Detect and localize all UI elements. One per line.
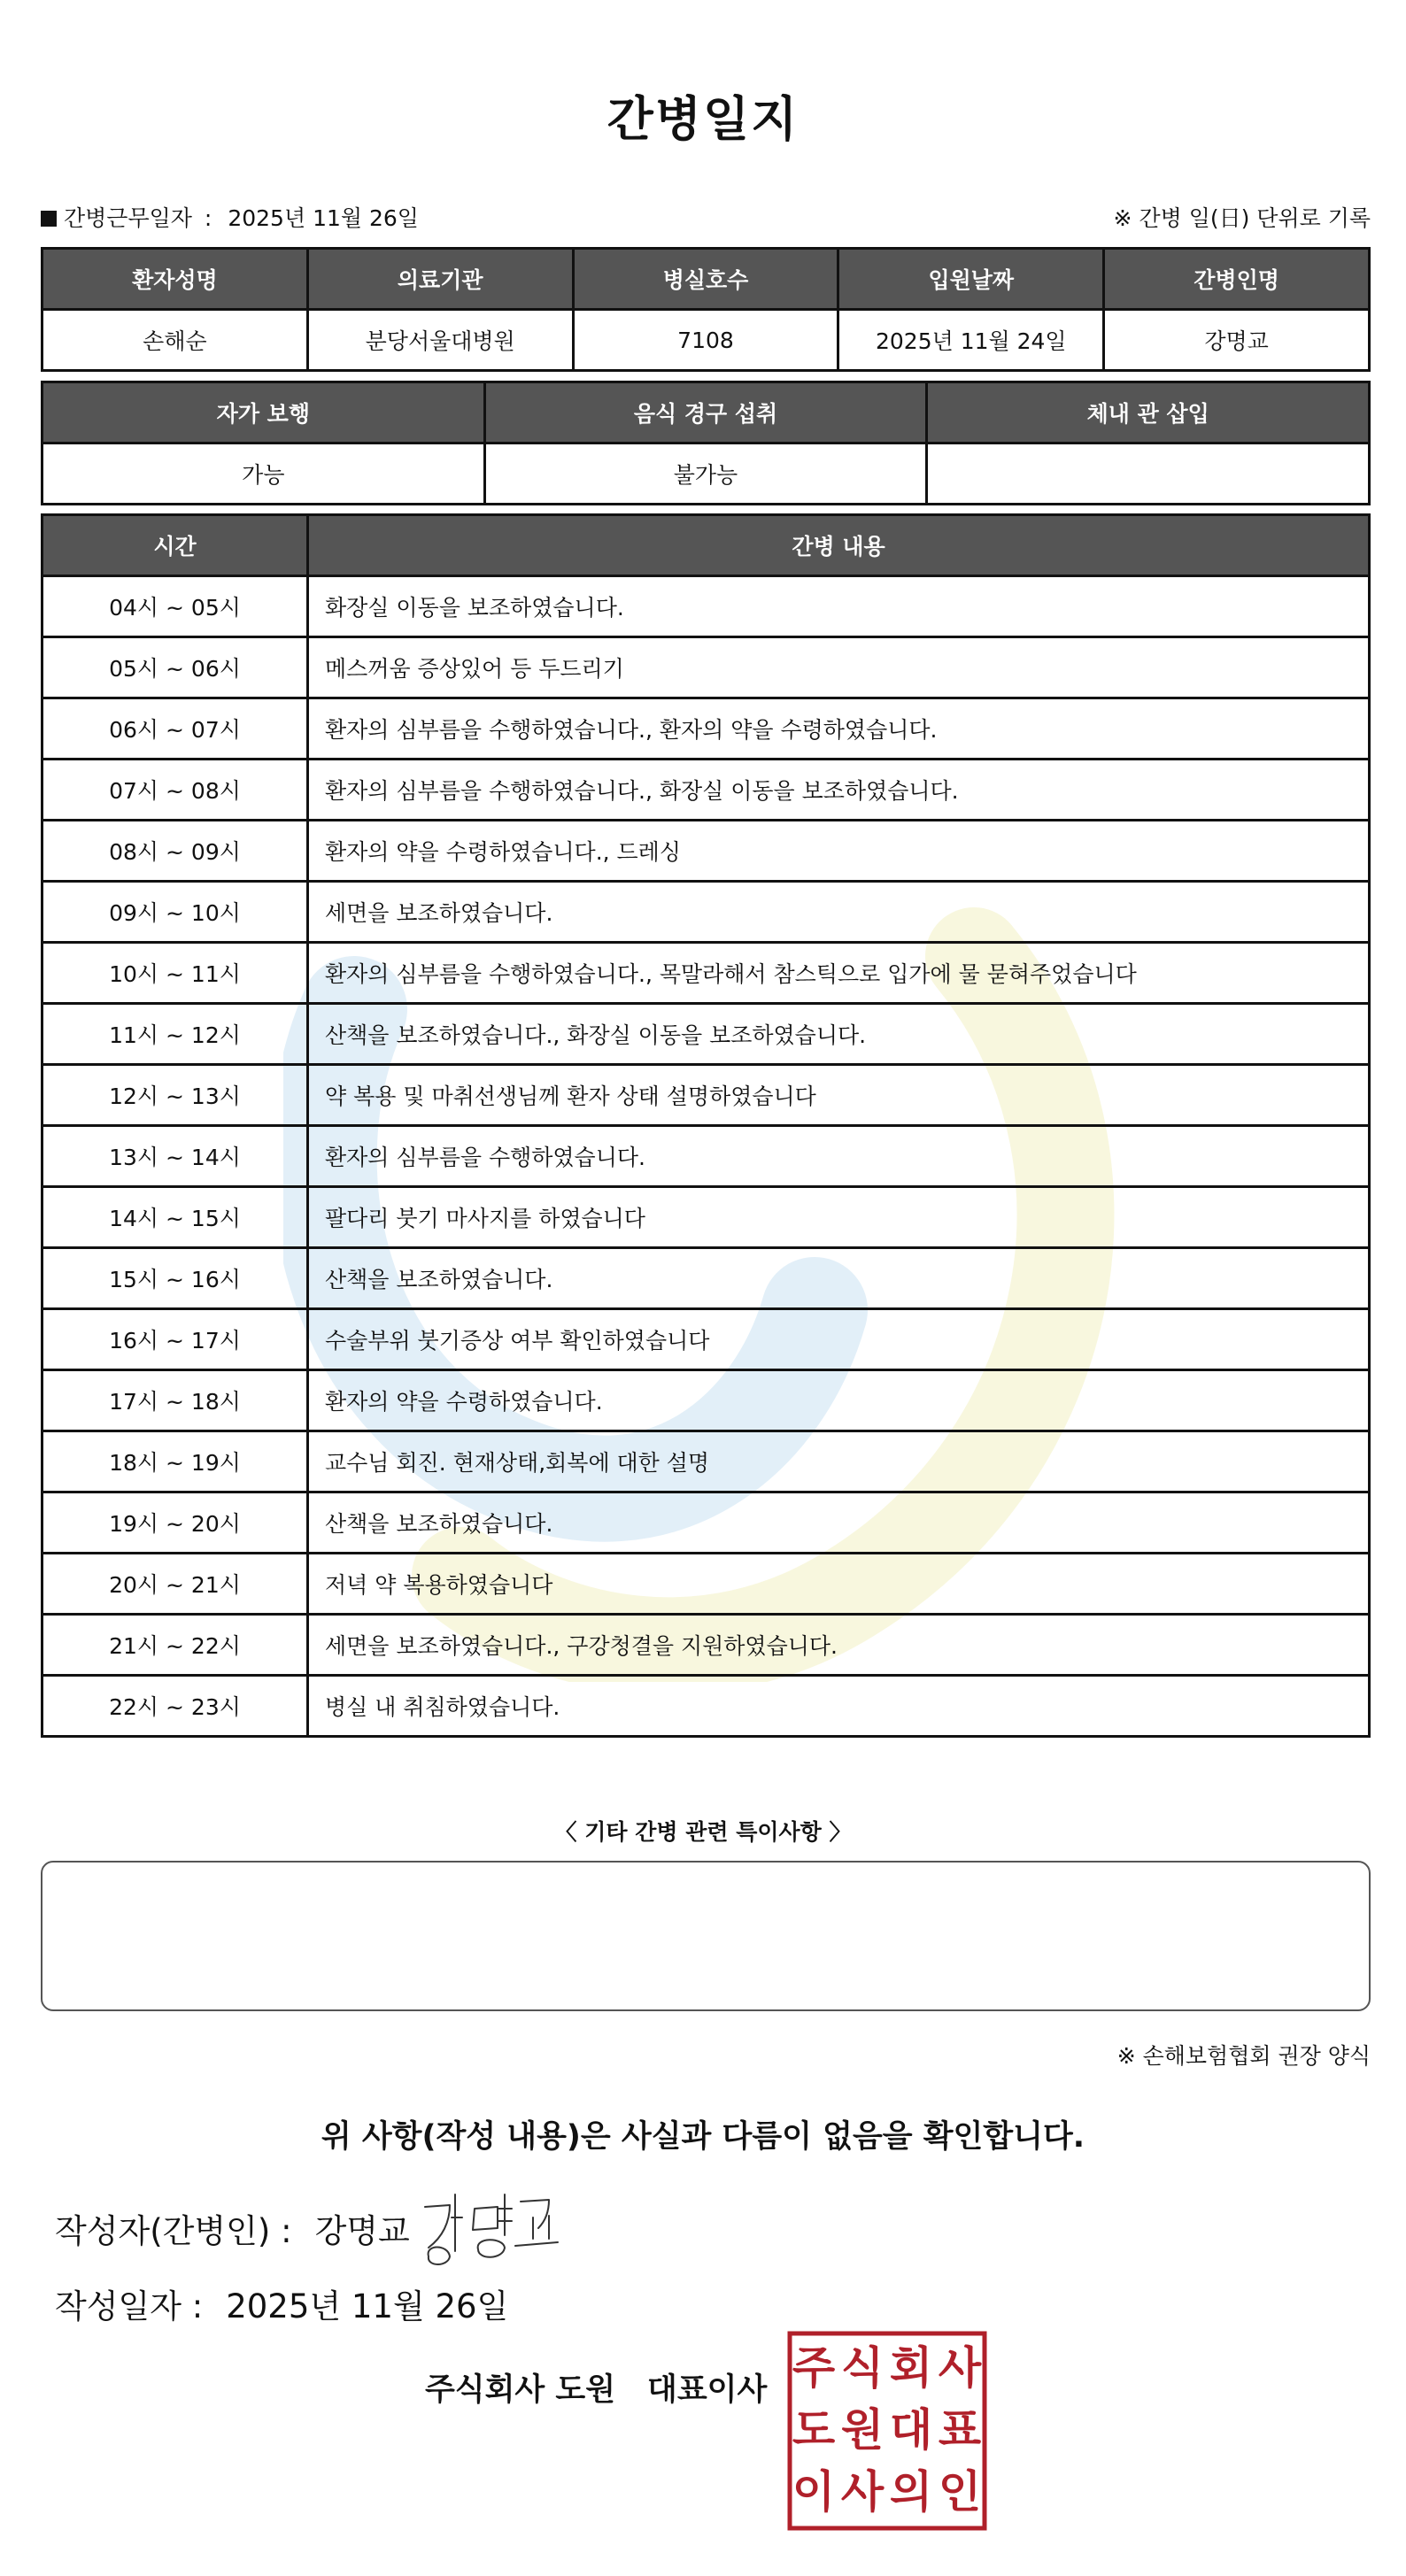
time-cell: 05시 ~ 06시 (42, 637, 308, 698)
oral-intake-value: 불가능 (484, 443, 927, 505)
table-row (42, 1492, 1370, 1554)
written-date-label: 작성일자 : (55, 2287, 204, 2325)
work-date-colon: : (204, 205, 212, 231)
hospital-value: 분당서울대병원 (307, 310, 573, 371)
confirmation-statement: 위 사항(작성 내용)은 사실과 다름이 없음을 확인합니다. (321, 2119, 1085, 2155)
patient-info-value-row (42, 310, 1370, 371)
recommended-form-note: ※ 손해보험협회 권장 양식 (1116, 2043, 1371, 2069)
time-cell: 04시 ~ 05시 (42, 576, 308, 637)
patient-name-value: 손해순 (42, 310, 308, 371)
self-walking-value: 가능 (42, 443, 485, 505)
care-log-table (41, 513, 1371, 1738)
time-cell: 08시 ~ 09시 (42, 821, 308, 882)
company-line (425, 2365, 767, 2410)
author-name: 강명교 (314, 2212, 410, 2250)
care-content-cell: 교수님 회진. 현재상태,회복에 대한 설명 (308, 1431, 1370, 1492)
time-cell: 10시 ~ 11시 (42, 943, 308, 1004)
table-row (42, 1431, 1370, 1492)
company-seal-stamp (786, 2330, 988, 2532)
time-cell: 20시 ~ 21시 (42, 1554, 308, 1615)
caregiver-name-value: 강명교 (1104, 310, 1370, 371)
table-row (42, 1187, 1370, 1248)
seal-glyph: 원 (840, 2404, 885, 2456)
table-row (42, 1615, 1370, 1676)
time-cell: 21시 ~ 22시 (42, 1615, 308, 1676)
seal-glyph: 표 (938, 2404, 982, 2456)
table-row (42, 1065, 1370, 1126)
admission-date-value: 2025년 11월 24일 (838, 310, 1104, 371)
time-cell: 17시 ~ 18시 (42, 1370, 308, 1431)
table-row (42, 1004, 1370, 1065)
header-tube-insertion: 체내 관 삽입 (927, 382, 1370, 443)
time-cell: 22시 ~ 23시 (42, 1676, 308, 1737)
document-title: 간병일지 (606, 91, 800, 147)
care-content-cell: 환자의 약을 수령하였습니다., 드레싱 (308, 821, 1370, 882)
care-content-cell: 산책을 보조하였습니다., 화장실 이동을 보조하였습니다. (308, 1004, 1370, 1065)
care-log-body (42, 576, 1370, 1737)
time-cell: 09시 ~ 10시 (42, 882, 308, 943)
seal-glyph: 사 (840, 2466, 885, 2518)
time-cell: 15시 ~ 16시 (42, 1248, 308, 1309)
header-patient-name: 환자성명 (42, 249, 308, 310)
status-info-value-row (42, 443, 1370, 505)
special-notes-box (41, 1861, 1371, 2011)
table-row (42, 1248, 1370, 1309)
seal-glyph: 의 (889, 2466, 933, 2518)
time-cell: 06시 ~ 07시 (42, 698, 308, 760)
seal-glyph: 이 (792, 2466, 836, 2518)
patient-info-table (41, 247, 1371, 372)
time-cell: 14시 ~ 15시 (42, 1187, 308, 1248)
room-number-value: 7108 (573, 310, 838, 371)
table-row (42, 637, 1370, 698)
care-content-cell: 환자의 심부름을 수행하였습니다., 화장실 이동을 보조하였습니다. (308, 760, 1370, 821)
header-admission-date: 입원날짜 (838, 249, 1104, 310)
table-row (42, 882, 1370, 943)
time-cell: 16시 ~ 17시 (42, 1309, 308, 1370)
table-row (42, 760, 1370, 821)
table-row (42, 1370, 1370, 1431)
care-content-cell: 환자의 약을 수령하였습니다. (308, 1370, 1370, 1431)
notes-caption: 〈 기타 간병 관련 특이사항 〉 (554, 1819, 852, 1845)
square-bullet-icon (41, 211, 57, 227)
table-row (42, 1676, 1370, 1737)
seal-glyph: 대 (889, 2404, 933, 2456)
care-content-cell: 메스꺼움 증상있어 등 두드리기 (308, 637, 1370, 698)
seal-glyph: 인 (938, 2466, 982, 2518)
table-row (42, 1554, 1370, 1615)
header-hospital: 의료기관 (307, 249, 573, 310)
seal-glyph: 사 (938, 2342, 982, 2394)
care-content-cell: 약 복용 및 마취선생님께 환자 상태 설명하였습니다 (308, 1065, 1370, 1126)
header-oral-intake: 음식 경구 섭취 (484, 382, 927, 443)
work-date-line (41, 201, 419, 233)
header-room-number: 병실호수 (573, 249, 838, 310)
author-line (55, 2204, 410, 2252)
status-info-table (41, 381, 1371, 505)
work-date-label: 간병근무일자 (64, 205, 192, 231)
care-content-cell: 산책을 보조하였습니다. (308, 1248, 1370, 1309)
header-time: 시간 (42, 515, 308, 576)
seal-glyph: 식 (840, 2342, 885, 2394)
time-cell: 07시 ~ 08시 (42, 760, 308, 821)
time-cell: 18시 ~ 19시 (42, 1431, 308, 1492)
care-content-cell: 수술부위 붓기증상 여부 확인하였습니다 (308, 1309, 1370, 1370)
time-cell: 11시 ~ 12시 (42, 1004, 308, 1065)
care-content-cell: 산책을 보조하였습니다. (308, 1492, 1370, 1554)
table-row (42, 698, 1370, 760)
seal-glyph: 회 (889, 2342, 933, 2394)
work-date-value: 2025년 11월 26일 (228, 205, 419, 231)
header-self-walking: 자가 보행 (42, 382, 485, 443)
care-content-cell: 환자의 심부름을 수행하였습니다., 환자의 약을 수령하였습니다. (308, 698, 1370, 760)
care-content-cell: 병실 내 취침하였습니다. (308, 1676, 1370, 1737)
status-info-header-row (42, 382, 1370, 443)
seal-glyph: 도 (792, 2404, 836, 2456)
care-content-cell: 세면을 보조하였습니다., 구강청결을 지원하였습니다. (308, 1615, 1370, 1676)
care-content-cell: 세면을 보조하였습니다. (308, 882, 1370, 943)
written-date-line (55, 2279, 508, 2327)
unit-note: ※ 간병 일(日) 단위로 기록 (1113, 205, 1371, 231)
patient-info-header-row (42, 249, 1370, 310)
company-name: 주식회사 도원 (425, 2372, 616, 2408)
care-content-cell: 팔다리 붓기 마사지를 하였습니다 (308, 1187, 1370, 1248)
tube-insertion-value (927, 443, 1370, 505)
care-content-cell: 환자의 심부름을 수행하였습니다. (308, 1126, 1370, 1187)
care-log-header-row (42, 515, 1370, 576)
care-content-cell: 환자의 심부름을 수행하였습니다., 목말라해서 참스틱으로 입가에 물 묻혀주었습니다 (308, 943, 1370, 1004)
care-content-cell: 화장실 이동을 보조하였습니다. (308, 576, 1370, 637)
company-representative: 대표이사 (647, 2372, 768, 2408)
header-care-content: 간병 내용 (308, 515, 1370, 576)
table-row (42, 576, 1370, 637)
handwritten-signature (416, 2182, 593, 2271)
author-label: 작성자(간병인) : (55, 2212, 292, 2250)
header-caregiver-name: 간병인명 (1104, 249, 1370, 310)
care-content-cell: 저녁 약 복용하였습니다 (308, 1554, 1370, 1615)
table-row (42, 1309, 1370, 1370)
time-cell: 13시 ~ 14시 (42, 1126, 308, 1187)
table-row (42, 943, 1370, 1004)
table-row (42, 1126, 1370, 1187)
time-cell: 12시 ~ 13시 (42, 1065, 308, 1126)
seal-glyph: 주 (792, 2342, 836, 2394)
written-date-value: 2025년 11월 26일 (226, 2287, 509, 2325)
time-cell: 19시 ~ 20시 (42, 1492, 308, 1554)
table-row (42, 821, 1370, 882)
